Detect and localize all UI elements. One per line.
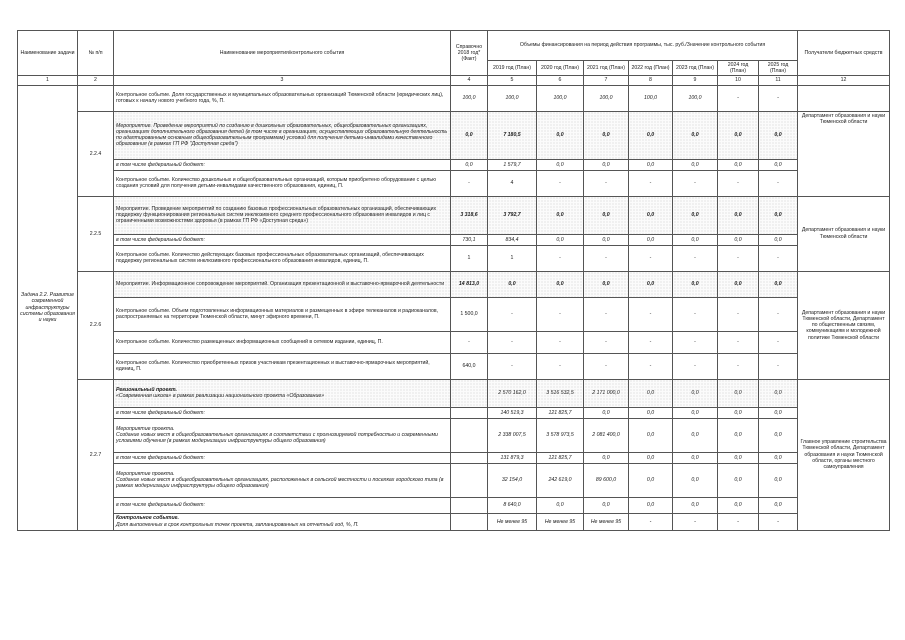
value-cell: 0,0 (759, 418, 798, 452)
value-cell: - (673, 170, 718, 196)
value-cell: 100,0 (537, 85, 584, 111)
ref-cell: 14 813,0 (451, 271, 488, 297)
value-cell: - (759, 170, 798, 196)
value-cell: 0,0 (759, 234, 798, 245)
value-cell: - (759, 297, 798, 331)
event-cell: в том числе федеральный бюджет: (114, 497, 451, 513)
table-row (18, 513, 890, 530)
ref-cell (451, 418, 488, 452)
value-cell: 100,0 (629, 85, 673, 111)
ref-cell: 3 318,6 (451, 196, 488, 234)
value-cell: - (718, 513, 759, 530)
recipient-cell: Департамент образования и науки Тюменской области (798, 196, 890, 271)
value-cell: 0,0 (718, 452, 759, 463)
value-cell: 0,0 (629, 111, 673, 159)
table-row (18, 271, 890, 297)
event-title: Мероприятие проекта. (116, 425, 175, 432)
event-text: Создание новых мест в общеобразовательных организациях, расположенных в сельской местности и поселках городского типа (в рамках модернизации инфраструктуры общего образования) (116, 477, 444, 490)
value-cell: 121 825,7 (537, 452, 584, 463)
col-year: 2022 год (План) (629, 61, 673, 76)
value-cell: 0,0 (673, 111, 718, 159)
value-cell: 4 (488, 170, 537, 196)
event-title: Контрольное событие. (116, 515, 179, 522)
value-cell: 0,0 (537, 111, 584, 159)
value-cell: 0,0 (718, 418, 759, 452)
event-cell: Контрольное событие. Количество действующих базовых профессиональных образовательных организаций, обеспечивающих поддержку региональных систем инклюзивного профессионального образования инвалидов, единиц, П. (114, 245, 451, 271)
value-cell: 0,0 (584, 196, 629, 234)
table-row (18, 159, 890, 170)
col-event-name: Наименование мероприятия/контрольного события (114, 31, 451, 76)
value-cell: 0,0 (629, 497, 673, 513)
header-row (18, 31, 890, 61)
value-cell: 0,0 (759, 407, 798, 418)
value-cell: 0,0 (629, 159, 673, 170)
col-number: 1 (18, 76, 78, 85)
value-cell: 1 (488, 245, 537, 271)
value-cell: 2 570 162,0 (488, 379, 537, 407)
table-row (18, 111, 890, 159)
event-cell: Контрольное событие. Количество дошкольных и общеобразовательных организаций, которым приобретено оборудование с целью создания условий для получения детьми-инвалидами качественного образования, единиц, П. (114, 170, 451, 196)
table-row (18, 170, 890, 196)
value-cell: 7 180,5 (488, 111, 537, 159)
value-cell: 0,0 (629, 407, 673, 418)
value-cell: 834,4 (488, 234, 537, 245)
col-year: 2023 год (План) (673, 61, 718, 76)
value-cell: 0,0 (673, 463, 718, 497)
table-row (18, 463, 890, 497)
recipient-cell: Главное управление строительства Тюменской области, Департамент образования и науки Тюменской области, органы местного самоуправления (798, 379, 890, 530)
value-cell: 0,0 (759, 452, 798, 463)
value-cell: 0,0 (759, 271, 798, 297)
value-cell: 0,0 (718, 159, 759, 170)
value-cell: 0,0 (759, 159, 798, 170)
value-cell: - (673, 331, 718, 353)
table-row (18, 452, 890, 463)
value-cell: 3 792,7 (488, 196, 537, 234)
num-cell (78, 85, 114, 111)
value-cell: 0,0 (584, 111, 629, 159)
col-year: 2021 год (План) (584, 61, 629, 76)
event-cell: Мероприятие. Проведение мероприятий по созданию в дошкольных образовательных, общеобразовательных организациях, организациях дополнительного образования детей (в том числе в организациях, осуществляющих образовательную деятельность по адаптированным основным общеобразовательным программам) условий для получения детьми-инвалидами качественного образования (в рамках ГП РФ "Доступная среда") (114, 111, 451, 159)
ref-cell: - (451, 331, 488, 353)
value-cell: - (488, 297, 537, 331)
value-cell: - (537, 331, 584, 353)
value-cell: 100,0 (584, 85, 629, 111)
event-cell: Контрольное событие. Количество размещенных информационных сообщений в сетевом издании, единиц, П. (114, 331, 451, 353)
value-cell: 0,0 (759, 111, 798, 159)
value-cell: 3 578 973,5 (537, 418, 584, 452)
value-cell: 131 879,3 (488, 452, 537, 463)
value-cell: 32 154,0 (488, 463, 537, 497)
ref-cell: 1 500,0 (451, 297, 488, 331)
col-number: 6 (537, 76, 584, 85)
value-cell: - (488, 353, 537, 379)
event-cell: Контрольное событие. Объем подготовленных информационных материалов и размещенных в эфире телеканалов и радиоканалов, распространяемых на территории Тюменской области, минут эфирного времени, П. (114, 297, 451, 331)
value-cell: 0,0 (584, 159, 629, 170)
col-number: 3 (114, 76, 451, 85)
value-cell: - (718, 353, 759, 379)
task-cell: Задача 2.2. Развитие современной инфраструктуры системы образования и науки (18, 85, 78, 530)
table-row (18, 85, 890, 111)
num-cell: 2.2.4 (78, 111, 114, 196)
num-cell: 2.2.7 (78, 379, 114, 530)
col-year: 2019 год (План) (488, 61, 537, 76)
value-cell: 2 338 007,5 (488, 418, 537, 452)
value-cell: - (759, 245, 798, 271)
value-cell: - (759, 331, 798, 353)
value-cell: - (584, 297, 629, 331)
value-cell: 0,0 (673, 497, 718, 513)
value-cell: - (584, 170, 629, 196)
value-cell: 0,0 (718, 379, 759, 407)
ref-cell: 0,0 (451, 159, 488, 170)
value-cell: 0,0 (759, 379, 798, 407)
value-cell: - (718, 331, 759, 353)
value-cell: 0,0 (673, 418, 718, 452)
value-cell: - (584, 331, 629, 353)
num-cell: 2.2.6 (78, 271, 114, 379)
value-cell: 0,0 (759, 497, 798, 513)
ref-cell (451, 497, 488, 513)
value-cell: - (718, 297, 759, 331)
value-cell: - (718, 245, 759, 271)
value-cell: 0,0 (673, 234, 718, 245)
value-cell: 121 825,7 (537, 407, 584, 418)
col-number: 2 (78, 76, 114, 85)
value-cell: 0,0 (584, 452, 629, 463)
value-cell: - (537, 245, 584, 271)
ref-cell (451, 463, 488, 497)
value-cell: 0,0 (537, 271, 584, 297)
col-recipients: Получатели бюджетных средств (798, 31, 890, 76)
value-cell: 0,0 (718, 271, 759, 297)
value-cell: 0,0 (759, 463, 798, 497)
value-cell: 0,0 (673, 196, 718, 234)
value-cell: 0,0 (718, 463, 759, 497)
ref-cell: 100,0 (451, 85, 488, 111)
event-cell: Мероприятие. Проведение мероприятий по созданию базовых профессиональных образовательных организаций, обеспечивающих поддержку функционирования региональных систем инклюзивного среднего профессионального образования инвалидов и лиц с ограниченными возможностями здоровья (в рамках ГП РФ «Доступная среда») (114, 196, 451, 234)
value-cell: 100,0 (488, 85, 537, 111)
event-cell: в том числе федеральный бюджет: (114, 407, 451, 418)
value-cell: 1 579,7 (488, 159, 537, 170)
event-cell: Контрольное событие. Количество приобретенных призов участникам презентационных и выставочно-ярмарочных мероприятий, единиц, П. (114, 353, 451, 379)
ref-cell: - (451, 170, 488, 196)
value-cell: Не менее 95 (537, 513, 584, 530)
value-cell: - (629, 513, 673, 530)
value-cell: - (629, 297, 673, 331)
col-number: 7 (584, 76, 629, 85)
value-cell: - (584, 245, 629, 271)
table-row (18, 331, 890, 353)
col-number: 9 (673, 76, 718, 85)
col-year: 2024 год (План) (718, 61, 759, 76)
event-cell: Мероприятие. Информационное сопровождение мероприятий. Организация презентационной и выставочно-ярмарочной деятельности (114, 271, 451, 297)
value-cell: - (537, 170, 584, 196)
value-cell: 0,0 (629, 234, 673, 245)
recipient-cell (798, 85, 890, 111)
value-cell: - (718, 85, 759, 111)
value-cell: 0,0 (673, 379, 718, 407)
value-cell: - (673, 513, 718, 530)
value-cell: 3 516 532,5 (537, 379, 584, 407)
table-row (18, 297, 890, 331)
value-cell: 0,0 (718, 234, 759, 245)
value-cell: 0,0 (629, 379, 673, 407)
value-cell: - (759, 353, 798, 379)
ref-cell (451, 513, 488, 530)
table-row (18, 234, 890, 245)
event-cell (114, 463, 451, 497)
value-cell: 0,0 (718, 497, 759, 513)
value-cell: 0,0 (584, 234, 629, 245)
ref-cell: 640,0 (451, 353, 488, 379)
event-cell (114, 379, 451, 407)
value-cell: - (537, 353, 584, 379)
table-row (18, 407, 890, 418)
table-row (18, 497, 890, 513)
ref-cell: 730,1 (451, 234, 488, 245)
table-row (18, 418, 890, 452)
value-cell: - (629, 331, 673, 353)
value-cell: 0,0 (673, 407, 718, 418)
col-number: 10 (718, 76, 759, 85)
col-number: 12 (798, 76, 890, 85)
ref-cell: 0,0 (451, 111, 488, 159)
recipient-cell: Департамент образования и науки Тюменской области (798, 111, 890, 196)
ref-cell (451, 379, 488, 407)
event-cell: в том числе федеральный бюджет: (114, 452, 451, 463)
value-cell: 0,0 (718, 111, 759, 159)
ref-cell: 1 (451, 245, 488, 271)
value-cell: 100,0 (673, 85, 718, 111)
event-cell: Контрольное событие. Доля государственных и муниципальных образовательных организаций Тюменской области (юридических лиц), готовых к началу нового учебного года, %, П. (114, 85, 451, 111)
value-cell: 242 619,0 (537, 463, 584, 497)
value-cell: 0,0 (537, 196, 584, 234)
value-cell: - (673, 245, 718, 271)
col-year: 2020 год (План) (537, 61, 584, 76)
table-row (18, 379, 890, 407)
value-cell: 2 171 000,0 (584, 379, 629, 407)
col-number: 4 (451, 76, 488, 85)
value-cell: 0,0 (629, 418, 673, 452)
value-cell: 140 519,3 (488, 407, 537, 418)
value-cell: - (629, 170, 673, 196)
ref-cell (451, 407, 488, 418)
value-cell: - (673, 353, 718, 379)
value-cell: - (673, 297, 718, 331)
value-cell: 0,0 (537, 159, 584, 170)
col-task-name: Наименование задачи (18, 31, 78, 76)
col-financing: Объемы финансирования на период действия программы, тыс. руб./Значение контрольного события (488, 31, 798, 61)
value-cell: 0,0 (629, 271, 673, 297)
event-cell: в том числе федеральный бюджет: (114, 159, 451, 170)
value-cell: 0,0 (584, 497, 629, 513)
value-cell: - (629, 245, 673, 271)
value-cell: - (759, 85, 798, 111)
value-cell: 0,0 (673, 452, 718, 463)
event-cell (114, 418, 451, 452)
table-row (18, 245, 890, 271)
event-cell (114, 513, 451, 530)
value-cell: 0,0 (673, 159, 718, 170)
value-cell: 0,0 (629, 463, 673, 497)
recipient-cell: Департамент образования и науки Тюменской области, Департамент по общественным связям, коммуникациям и молодежной политике Тюменской области (798, 271, 890, 379)
value-cell: 89 600,0 (584, 463, 629, 497)
ref-cell (451, 452, 488, 463)
col-ref-year: Справочно 2018 год* (Факт) (451, 31, 488, 76)
column-number-row (18, 76, 890, 85)
table-row (18, 196, 890, 234)
event-text: «Современная школа» в рамках реализации национального проекта «Образование» (116, 393, 325, 400)
value-cell: 0,0 (718, 407, 759, 418)
value-cell: 0,0 (537, 497, 584, 513)
num-cell: 2.2.5 (78, 196, 114, 271)
value-cell: - (629, 353, 673, 379)
col-number: 8 (629, 76, 673, 85)
value-cell: 8 640,0 (488, 497, 537, 513)
financing-table (17, 30, 890, 531)
value-cell: - (584, 353, 629, 379)
value-cell: 0,0 (584, 271, 629, 297)
value-cell: 0,0 (629, 452, 673, 463)
value-cell: 0,0 (718, 196, 759, 234)
table-row (18, 353, 890, 379)
event-title: Мероприятие проекта. (116, 470, 175, 477)
value-cell: 0,0 (673, 271, 718, 297)
col-number: 11 (759, 76, 798, 85)
col-year: 2025 год (План) (759, 61, 798, 76)
value-cell: 0,0 (584, 407, 629, 418)
value-cell: 0,0 (629, 196, 673, 234)
col-num: № п/п (78, 31, 114, 76)
value-cell: 2 081 400,0 (584, 418, 629, 452)
event-text: Доля выполненных в срок контрольных точек проекта, запланированных на отчетный год, %, П. (116, 521, 359, 528)
value-cell: - (488, 331, 537, 353)
value-cell: - (718, 170, 759, 196)
event-text: Создание новых мест в общеобразовательных организациях в соответствии с прогнозируемой потребностью и современными условиями обучения (в рамках модернизации инфраструктуры общего образования) (116, 432, 438, 445)
col-number: 5 (488, 76, 537, 85)
value-cell: - (759, 513, 798, 530)
value-cell: 0,0 (537, 234, 584, 245)
event-cell: в том числе федеральный бюджет: (114, 234, 451, 245)
value-cell: 0,0 (488, 271, 537, 297)
event-title: Региональный проект. (116, 386, 177, 393)
value-cell: 0,0 (759, 196, 798, 234)
value-cell: - (537, 297, 584, 331)
value-cell: Не менее 95 (584, 513, 629, 530)
value-cell: Не менее 95 (488, 513, 537, 530)
